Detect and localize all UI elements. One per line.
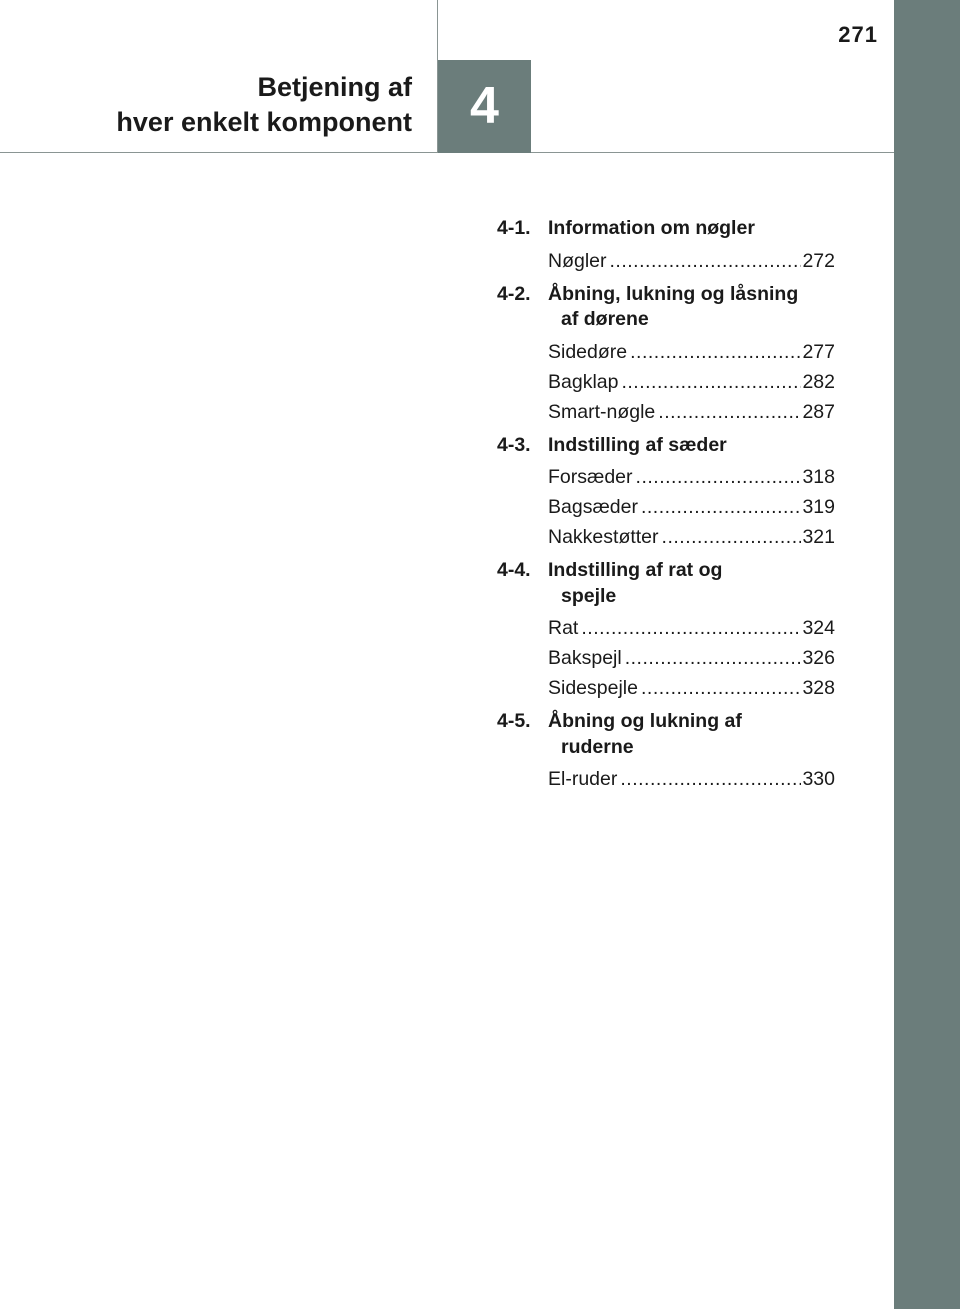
section-title-continued: ruderne <box>561 735 634 758</box>
chapter-number-badge: 4 <box>438 60 531 153</box>
entry-label: Rat <box>548 617 579 639</box>
chapter-title <box>116 70 412 140</box>
entry-label: Bagklap <box>548 370 619 393</box>
entry-label: Nakkestøtter <box>548 526 659 548</box>
entry-page: 287 <box>802 400 835 423</box>
entry-page: 328 <box>802 677 835 699</box>
section-heading[interactable] <box>497 216 835 242</box>
section-title-continued: spejle <box>561 584 617 607</box>
section-number: 4-2. <box>497 282 531 305</box>
entry-label: Forsæder <box>548 466 633 488</box>
section-number: 4-3. <box>497 433 531 456</box>
entry-page: 319 <box>802 496 835 518</box>
entry-label: Smart-nøgle <box>548 400 656 423</box>
toc-section-4-5 <box>497 709 835 794</box>
page-number: 271 <box>838 22 878 47</box>
dot-leader <box>621 367 801 397</box>
toc-section-4-2 <box>497 282 835 427</box>
toc-section-4-4 <box>497 558 835 703</box>
dot-leader <box>636 462 802 492</box>
entry-label: Nøgler <box>548 249 607 272</box>
entry-label: Bakspejl <box>548 647 622 669</box>
section-heading[interactable] <box>497 709 835 760</box>
section-number: 4-4. <box>497 559 531 581</box>
entry-label: El-ruder <box>548 768 618 790</box>
toc-entry-nakkestotter[interactable] <box>497 522 835 552</box>
toc-entry-rat[interactable] <box>497 613 835 643</box>
entry-page: 326 <box>802 647 835 669</box>
dot-leader <box>620 764 801 794</box>
section-heading[interactable] <box>497 433 835 459</box>
dot-leader <box>581 613 801 643</box>
toc-entry-bakspejl[interactable] <box>497 643 835 673</box>
table-of-contents <box>497 210 835 794</box>
chapter-title-line-1: Betjening af <box>257 72 412 102</box>
dot-leader <box>610 246 802 276</box>
entry-page: 272 <box>802 249 835 272</box>
section-title: Indstilling af rat og <box>548 559 723 581</box>
entry-label: Bagsæder <box>548 496 638 518</box>
dot-leader <box>625 643 802 673</box>
dot-leader <box>641 673 801 703</box>
section-heading[interactable] <box>497 558 835 609</box>
section-title: Information om nøgler <box>548 217 755 239</box>
entry-page: 321 <box>802 526 835 548</box>
toc-section-4-1 <box>497 216 835 276</box>
section-title: Åbning og lukning af <box>548 710 742 732</box>
entry-page: 324 <box>802 617 835 639</box>
entry-page: 330 <box>802 768 835 790</box>
section-number: 4-1. <box>497 217 531 239</box>
toc-entry-sidespejle[interactable] <box>497 673 835 703</box>
dot-leader <box>630 337 801 367</box>
entry-label: Sidespejle <box>548 677 638 699</box>
section-title-continued: af dørene <box>561 308 649 330</box>
chapter-side-tab <box>894 0 960 1309</box>
toc-entry-bagsaeder[interactable] <box>497 492 835 522</box>
toc-entry-nogler[interactable] <box>497 246 835 276</box>
toc-section-4-3 <box>497 433 835 553</box>
chapter-title-line-2: hver enkelt komponent <box>116 107 412 137</box>
entry-label: Sidedøre <box>548 340 628 363</box>
entry-page: 277 <box>802 340 835 363</box>
toc-entry-el-ruder[interactable] <box>497 764 835 794</box>
toc-entry-sidedore[interactable] <box>497 337 835 367</box>
toc-entry-forsaeder[interactable] <box>497 462 835 492</box>
section-title: Åbning, lukning og låsning <box>548 282 799 305</box>
entry-page: 318 <box>802 466 835 488</box>
section-title: Indstilling af sæder <box>548 433 727 456</box>
dot-leader <box>662 522 802 552</box>
dot-leader <box>658 397 801 427</box>
section-heading[interactable] <box>497 282 835 333</box>
entry-page: 282 <box>802 370 835 393</box>
toc-entry-bagklap[interactable] <box>497 367 835 397</box>
section-number: 4-5. <box>497 710 531 732</box>
dot-leader <box>641 492 801 522</box>
toc-entry-smart-nogle[interactable] <box>497 397 835 427</box>
